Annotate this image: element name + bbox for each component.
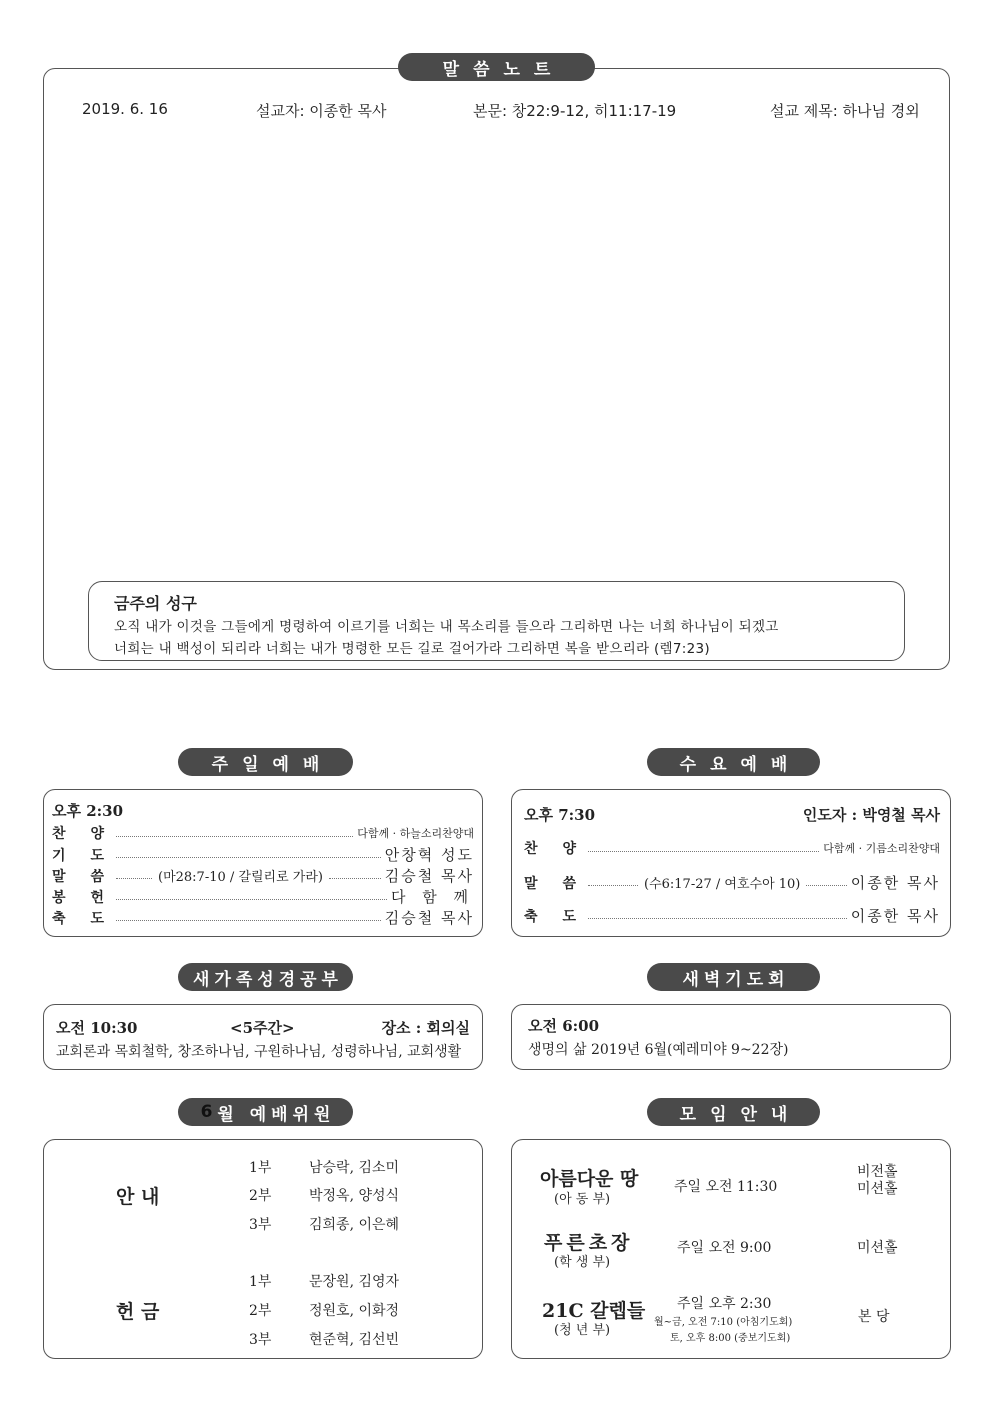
row-value: 안창혁 성도 xyxy=(384,846,474,864)
leader-dots xyxy=(116,878,152,879)
weekly-verse-line1: 오직 내가 이것을 그들에게 명령하여 이르기를 너희는 내 목소리를 들으라 그리하면 나는 너희 하나님이 되겠고 xyxy=(114,619,779,635)
leader-dots xyxy=(588,885,638,886)
meeting-extra: 월~금, 오전 7:10 (아침기도회) xyxy=(654,1317,793,1328)
meeting-time: 주일 오전 11:30 xyxy=(674,1179,778,1195)
committee-part: 3부 xyxy=(249,1217,272,1233)
meeting-sub: (아 동 부) xyxy=(554,1192,611,1207)
row-label: 축 xyxy=(52,910,66,927)
meeting-time: 주일 오후 2:30 xyxy=(677,1296,772,1312)
wednesday-row xyxy=(524,872,940,893)
meeting-sub: (청 년 부) xyxy=(554,1323,611,1338)
meeting-place: 미션홀 xyxy=(857,1240,898,1256)
meetings-title: 모임안내 xyxy=(647,1098,820,1126)
weekly-verse-line2: 너희는 내 백성이 되리라 너희는 내가 명령한 모든 길로 걸어가라 그리하면 복을 받으리라 (렘7:23) xyxy=(114,641,710,657)
leader-dots xyxy=(116,920,381,921)
row-label: 양 xyxy=(90,826,104,842)
family-bible-topics: 교회론과 목회철학, 창조하나님, 구원하나님, 성령하나님, 교회생활 xyxy=(56,1044,462,1060)
leader-dots xyxy=(806,885,846,886)
committee-names: 현준혁, 김선빈 xyxy=(309,1332,400,1348)
weekly-verse-title: 금주의 성구 xyxy=(114,594,197,613)
family-bible-time: 오전 10:30 xyxy=(56,1019,138,1037)
family-bible-title: 새가족성경공부 xyxy=(178,963,353,991)
committee-title-text: 월 예배위원 xyxy=(217,1104,336,1125)
sunday-row xyxy=(52,865,474,886)
wednesday-time: 오후 7:30 xyxy=(524,806,596,824)
row-value: 다함께 · 기름소리찬양대 xyxy=(823,842,940,855)
committee-group-name: 안 내 xyxy=(116,1186,160,1208)
row-label: 양 xyxy=(562,841,576,857)
leader-dots xyxy=(116,857,381,858)
committee-names: 문장원, 김영자 xyxy=(309,1274,400,1290)
sermon-topic: 설교 제목: 하나님 경외 xyxy=(770,102,920,120)
row-label: 찬 xyxy=(524,841,538,857)
committee-part: 3부 xyxy=(249,1332,272,1348)
meeting-place: 비전홀 미션홀 xyxy=(857,1164,898,1197)
row-label: 축 xyxy=(524,908,538,925)
leader-dots xyxy=(329,878,381,879)
leader-dots xyxy=(116,899,387,900)
leader-dots xyxy=(588,918,847,919)
row-value: 다함께 · 하늘소리찬양대 xyxy=(357,827,474,840)
committee-names: 정원호, 이화정 xyxy=(309,1303,400,1319)
meeting-place: 본 당 xyxy=(858,1309,890,1325)
dawn-prayer-title: 새벽기도회 xyxy=(647,963,820,991)
row-label: 봉 xyxy=(52,889,66,906)
committee-group-name: 헌 금 xyxy=(116,1301,160,1323)
leader-dots xyxy=(588,851,819,852)
meeting-extra: 토, 오후 8:00 (중보기도회) xyxy=(670,1333,791,1344)
leader-dots xyxy=(116,836,353,837)
committee-names: 김희종, 이은혜 xyxy=(309,1217,400,1233)
row-value: 김승철 목사 xyxy=(384,909,474,927)
meeting-name: 21C 갈렙들 xyxy=(542,1300,646,1322)
sermon-note-title: 말씀노트 xyxy=(398,53,595,81)
wednesday-worship-box xyxy=(511,789,951,937)
wednesday-row xyxy=(524,838,940,858)
row-label: 찬 xyxy=(52,826,66,842)
row-label: 말 xyxy=(524,875,538,892)
committee-title xyxy=(178,1098,353,1126)
dawn-prayer-box xyxy=(511,1004,951,1070)
family-bible-place: 장소 : 회의실 xyxy=(381,1019,470,1037)
sunday-row xyxy=(52,907,474,928)
wednesday-row xyxy=(524,905,940,926)
sermon-date: 2019. 6. 16 xyxy=(82,100,168,118)
dawn-desc: 생명의 삶 2019년 6월(예레미야 9~22장) xyxy=(528,1042,789,1058)
sermon-preacher: 설교자: 이종한 목사 xyxy=(256,102,387,120)
committee-names: 남승락, 김소미 xyxy=(309,1160,400,1176)
sunday-row xyxy=(52,823,474,843)
sunday-row xyxy=(52,844,474,865)
meetings-box xyxy=(511,1139,951,1359)
family-bible-weeks: <5주간> xyxy=(230,1019,295,1037)
committee-title-month: 6 xyxy=(200,1102,218,1122)
sermon-note-box xyxy=(43,68,950,670)
committee-part: 2부 xyxy=(249,1188,272,1204)
sunday-row xyxy=(52,886,474,907)
wednesday-leader: 인도자 : 박영철 목사 xyxy=(802,806,940,824)
row-value: 다 함 께 xyxy=(390,888,474,906)
row-label: 도 xyxy=(90,847,104,864)
row-value: 김승철 목사 xyxy=(384,867,474,885)
row-label: 말 xyxy=(52,868,66,885)
row-label: 도 xyxy=(90,910,104,927)
meeting-sub: (학 생 부) xyxy=(554,1255,611,1270)
sunday-worship-box xyxy=(43,789,483,937)
committee-names: 박정옥, 양성식 xyxy=(309,1188,400,1204)
row-label: 헌 xyxy=(90,889,104,906)
row-label: 씀 xyxy=(562,875,576,892)
row-value: 이종한 목사 xyxy=(850,907,940,925)
wednesday-worship-title: 수요예배 xyxy=(647,748,820,776)
row-value: 이종한 목사 xyxy=(850,874,940,892)
row-scripture: (마28:7-10 / 갈릴리로 가라) xyxy=(158,870,323,885)
row-scripture: (수6:17-27 / 여호수아 10) xyxy=(644,877,801,892)
meeting-name: 푸른초장 xyxy=(544,1232,634,1254)
family-bible-box xyxy=(43,1004,483,1070)
row-label: 도 xyxy=(562,908,576,925)
meeting-name: 아름다운 땅 xyxy=(540,1168,639,1190)
row-label: 기 xyxy=(52,847,66,864)
dawn-time: 오전 6:00 xyxy=(528,1017,600,1035)
sunday-time: 오후 2:30 xyxy=(52,802,124,820)
committee-box xyxy=(43,1139,483,1359)
sunday-worship-title: 주일예배 xyxy=(178,748,353,776)
committee-part: 2부 xyxy=(249,1303,272,1319)
row-label: 씀 xyxy=(90,868,104,885)
meeting-time: 주일 오전 9:00 xyxy=(677,1240,772,1256)
sermon-text: 본문: 창22:9-12, 히11:17-19 xyxy=(473,102,677,120)
committee-part: 1부 xyxy=(249,1274,272,1290)
committee-part: 1부 xyxy=(249,1160,272,1176)
